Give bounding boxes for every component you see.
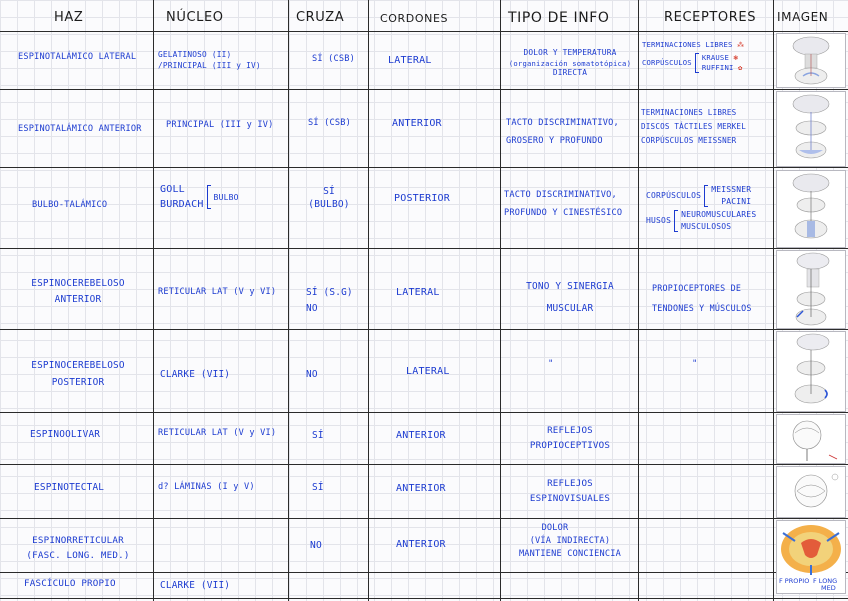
haz-cell: ESPINOCEREBELOSO POSTERIOR [31,360,125,388]
cordones-cell: ANTERIOR [396,430,446,441]
cruza-cell: SÍ (BULBO) [308,186,350,210]
header-haz: HAZ [54,10,84,25]
image-caption: F LONG [813,577,838,585]
cordones-cell: LATERAL [388,55,432,66]
nucleo-cell: RETICULAR LAT (V y VI) [158,287,277,297]
row-rule [0,329,848,330]
row-rule [0,518,848,519]
nucleo-cell: PRINCIPAL (III y IV) [166,120,274,130]
haz-cell: ESPINOOLIVAR [30,429,101,440]
spinal-cord-image [776,250,846,329]
tipo-cell: " [548,359,554,369]
spinal-cord-image [776,170,846,248]
nucleo-cell: CLARKE (VII) [160,580,231,591]
haz-cell: ESPINOCEREBELOSO ANTERIOR [31,278,125,305]
nucleo-cell: GELATINOSO (II) /PRINCIPAL (III y IV) [158,50,261,70]
cordones-cell: POSTERIOR [394,193,450,204]
header-tipo: TIPO DE INFO [508,10,610,26]
receptores-cell: TERMINACIONES LIBRES DISCOS TÁCTILES MERKEL CORPÚSCULOS MEISSNER [641,108,746,146]
haz-cell: BULBO-TALÁMICO [32,200,108,210]
cordones-cell: ANTERIOR [396,539,446,550]
row-rule [0,464,848,465]
cruza-cell: SÍ (S.G) NO [306,287,353,314]
haz-cell: ESPINOTALÁMICO LATERAL [18,52,137,62]
row-rule [0,167,848,168]
tipo-cell: TONO Y SINERGIA MUSCULAR [526,281,614,314]
tipo-cell: DOLOR Y TEMPERATURA (organización somatotópica) DIRECTA [508,48,632,78]
cruza-cell: SÍ (CSB) [308,118,351,128]
spinal-cord-image [776,33,846,88]
receptores-cell: PROPIOCEPTORES DE TENDONES Y MÚSCULOS [652,283,752,314]
column-rule [153,0,154,601]
column-rule [638,0,639,601]
cordones-cell: ANTERIOR [392,118,442,129]
cordones-cell: ANTERIOR [396,483,446,494]
header-cordones: CORDONES [380,12,449,25]
column-rule [500,0,501,601]
image-caption: MED [821,584,836,592]
image-caption: F PROPIO [779,577,810,585]
row-rule [0,248,848,249]
tipo-cell: TACTO DISCRIMINATIVO, PROFUNDO Y CINESTÉSICO [504,190,623,219]
row-rule [0,572,848,573]
tipo-cell: REFLEJOS ESPINOVISUALES [529,478,611,504]
receptores-cell: TERMINACIONES LIBRES ⁂ CORPÚSCULOSKRAUSE ❃ RUFFINI ✿ [642,40,745,72]
header-imagen: IMAGEN [777,10,829,24]
column-rule [773,0,774,601]
header-rule [0,31,848,32]
spinal-cord-image [776,331,846,412]
row-rule [0,598,848,599]
haz-cell: ESPINOTECTAL [34,482,105,493]
header-nucleo: NÚCLEO [166,10,224,25]
header-cruza: CRUZA [296,10,345,25]
receptores-cell: CORPÚSCULOSMEISSNER PACINI HUSOSNEUROMUSCULARES MUSCULOSOS [646,185,757,231]
cruza-cell: SÍ (CSB) [312,54,355,64]
spinal-cord-image [776,91,846,167]
haz-cell: ESPINOTALÁMICO ANTERIOR [18,124,142,134]
tipo-cell: DOLOR (VÍA INDIRECTA) MANTIENE CONCIENCIA [518,523,622,559]
cordones-cell: LATERAL [406,366,450,377]
nucleo-cell: CLARKE (VII) [160,369,231,380]
column-rule [288,0,289,601]
cruza-cell: NO [310,540,322,551]
spinal-cord-image [776,466,846,518]
cruza-cell: SÍ [312,430,324,441]
cordones-cell: LATERAL [396,287,440,298]
spinal-cord-image [776,414,846,464]
receptores-cell: " [692,359,698,369]
haz-cell: ESPINORRETICULAR (FASC. LONG. MED.) [26,535,130,561]
nucleo-cell: GOLL BURDACHBULBO [160,184,239,210]
row-rule [0,89,848,90]
column-rule [368,0,369,601]
cruza-cell: SÍ [312,482,324,493]
spinal-cord-image [776,520,846,594]
row-rule [0,412,848,413]
nucleo-cell: d? LÁMINAS (I y V) [158,482,255,492]
tipo-cell: TACTO DISCRIMINATIVO, GROSERO Y PROFUNDO [506,118,619,147]
header-receptores: RECEPTORES [664,10,757,25]
nucleo-cell: RETICULAR LAT (V y VI) [158,428,277,438]
tipo-cell: REFLEJOS PROPIOCEPTIVOS [529,425,611,451]
cruza-cell: NO [306,369,318,380]
haz-cell: FASCÍCULO PROPIO [24,578,116,589]
